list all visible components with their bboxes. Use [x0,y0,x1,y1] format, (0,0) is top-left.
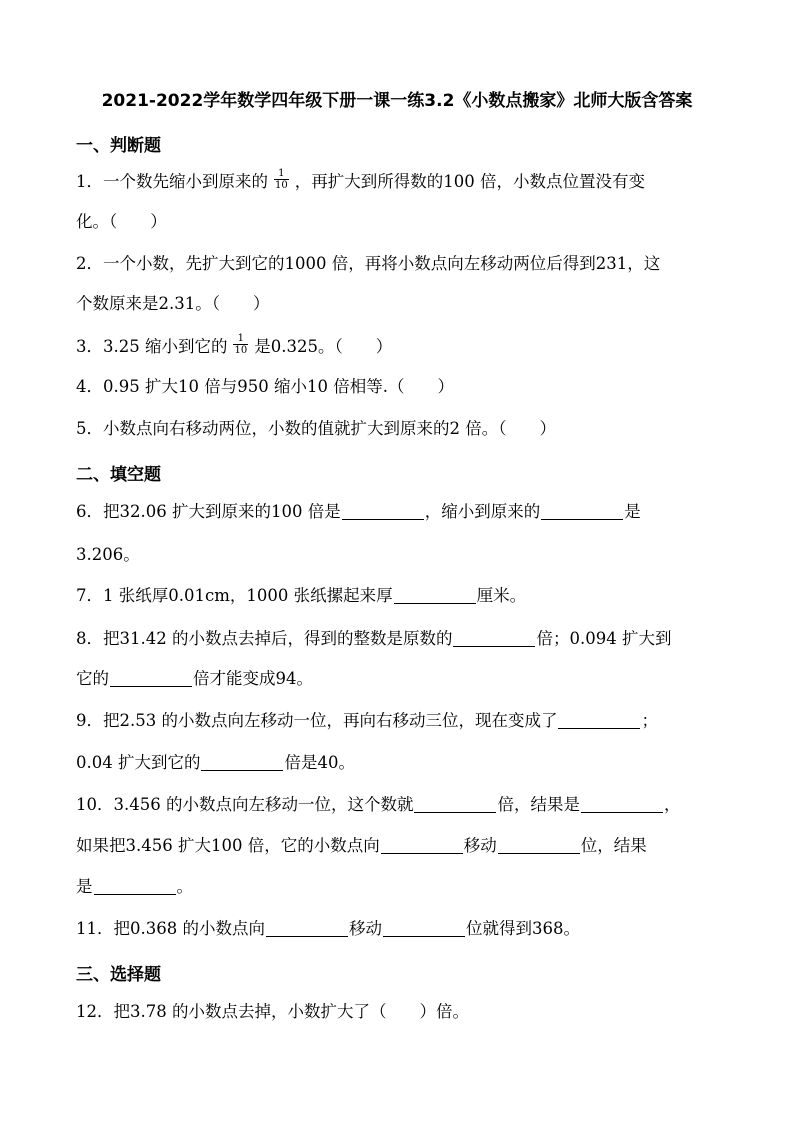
question-9-line-1 [76,709,658,733]
question-7-text-a: 7．1 张纸厚0.01cm，1000 张纸摞起来厚 [76,586,393,605]
question-9-text-d: 倍是40。 [284,753,355,772]
question-1-line-2: 化。（ ） [76,212,167,231]
question-10-text-e: 移动 [463,836,497,855]
answer-blank[interactable] [414,794,496,813]
question-10-line-1 [76,793,680,817]
question-6-line-1 [76,500,641,524]
fraction-numerator: 1 [274,168,289,180]
question-3-line [76,335,392,359]
question-1-text-b: ，再扩大到所得数的100 倍，小数点位置没有变 [294,172,645,191]
question-10-text-h: 。 [176,877,193,896]
question-3-text-b: 是0.325。（ ） [254,337,393,356]
answer-blank[interactable] [381,835,463,854]
question-10-text-a: 10．3.456 的小数点向左移动一位，这个数就 [76,795,414,814]
question-10-text-g: 是 [76,877,93,896]
answer-blank[interactable] [558,710,640,729]
answer-blank[interactable] [342,501,424,520]
fraction-numerator: 1 [233,333,248,345]
question-8-text-a: 8．把31.42 的小数点去掉后，得到的整数是原数的 [76,629,453,648]
fraction-one-tenth [233,333,248,356]
answer-blank[interactable] [94,876,176,895]
question-8-text-d: 倍才能变成94。 [193,669,313,688]
question-10-text-f: 位，结果 [580,836,647,855]
question-7-text-b: 厘米。 [476,586,527,605]
question-2-line-1: 2．一个小数，先扩大到它的1000 倍，再将小数点向左移动两位后得到231，这 [76,254,661,273]
question-5-line: 5．小数点向右移动两位，小数的值就扩大到原来的2 倍。（ ） [76,419,556,438]
answer-blank[interactable] [581,794,663,813]
question-10-text-d: 如果把3.456 扩大100 倍，它的小数点向 [76,836,380,855]
question-4-line: 4．0.95 扩大10 倍与950 缩小10 倍相等.（ ） [76,377,454,396]
question-11-line [76,917,580,941]
question-9-text-c: 0.04 扩大到它的 [76,753,201,772]
question-11-text-c: 位就得到368。 [465,919,580,938]
answer-blank[interactable] [201,752,283,771]
question-8-line-2 [76,667,313,691]
question-6-text-b: ，缩小到原来的 [424,502,541,521]
question-8-line-1 [76,627,671,651]
question-2-line-2: 个数原来是2.31。（ ） [76,294,270,313]
question-9-line-2 [76,751,355,775]
question-1-line-1 [76,170,645,194]
answer-blank[interactable] [394,585,476,604]
answer-blank[interactable] [498,835,580,854]
question-8-text-c: 它的 [76,669,109,688]
fraction-denominator: 10 [234,345,248,356]
question-6-line-2: 3.206。 [76,545,140,564]
question-6-text-c: 是 [624,502,641,521]
page-title: 2021-2022学年数学四年级下册一课一练3.2《小数点搬家》北师大版含答案 [101,91,693,111]
question-10-line-2 [76,834,647,858]
answer-blank[interactable] [383,918,465,937]
question-10-text-b: 倍，结果是 [497,795,580,814]
question-8-text-b: 倍；0.094 扩大到 [536,629,672,648]
answer-blank[interactable] [541,501,623,520]
section-heading-multiple-choice: 三、选择题 [76,965,161,985]
fraction-one-tenth [274,168,289,191]
question-3-text-a: 3．3.25 缩小到它的 [76,337,228,356]
question-1-text-a: 1．一个数先缩小到原来的 [76,172,268,191]
fraction-denominator: 10 [275,180,288,191]
answer-blank[interactable] [110,668,192,687]
section-heading-judgment: 一、判断题 [76,136,161,156]
question-7-line [76,584,526,608]
section-heading-fill-blank: 二、填空题 [76,465,161,485]
question-6-text-a: 6．把32.06 扩大到原来的100 倍是 [76,502,341,521]
question-11-text-b: 移动 [348,919,382,938]
question-11-text-a: 11．把0.368 的小数点向 [76,919,265,938]
answer-blank[interactable] [453,628,535,647]
question-10-text-c: ， [663,795,681,814]
question-9-text-b: ； [641,711,658,730]
answer-blank[interactable] [266,918,348,937]
question-12-line: 12．把3.78 的小数点去掉，小数扩大了（ ）倍。 [76,1002,469,1021]
question-10-line-3 [76,875,193,899]
question-9-text-a: 9．把2.53 的小数点向左移动一位，再向右移动三位，现在变成了 [76,711,558,730]
